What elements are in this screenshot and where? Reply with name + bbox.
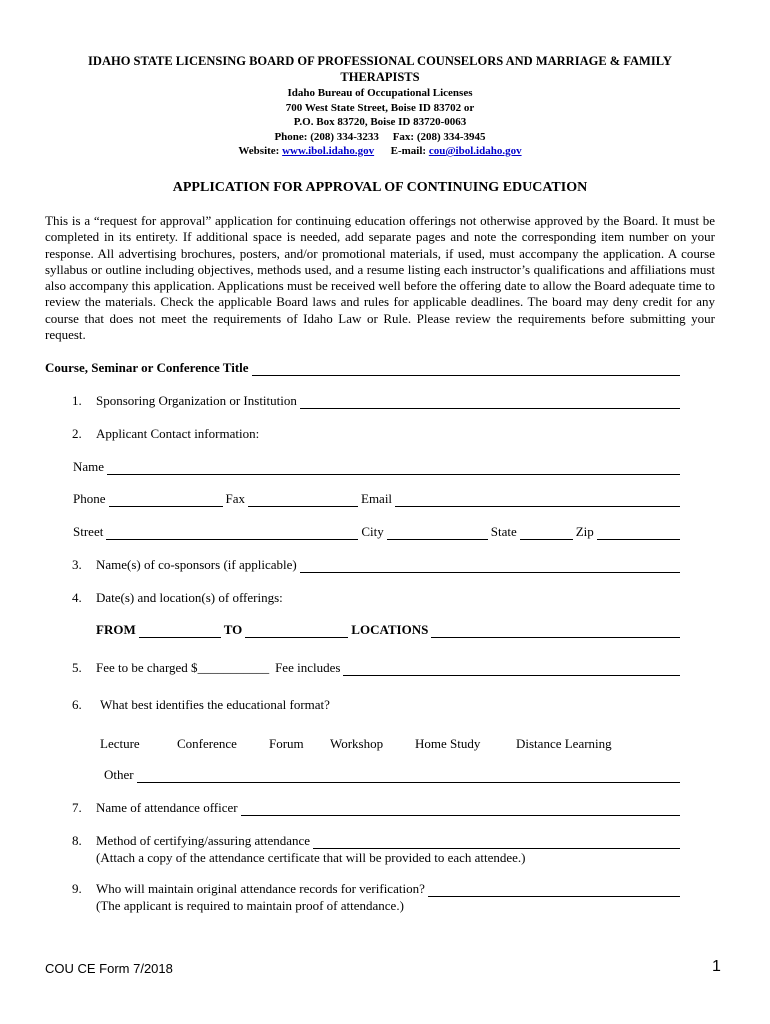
q1-label: Sponsoring Organization or Institution [96, 393, 297, 408]
q8-note: (Attach a copy of the attendance certificate that will be provided to each attendee.) [96, 850, 526, 865]
format-option-workshop[interactable]: Workshop [330, 736, 384, 751]
email-field[interactable] [395, 494, 680, 507]
q4-number: 4. [72, 590, 82, 605]
q3-label: Name(s) of co-sponsors (if applicable) [96, 557, 297, 572]
offering-dates-row [96, 622, 680, 638]
zip-field[interactable] [597, 527, 680, 540]
street-address: 700 West State Street, Boise ID 83702 or [285, 101, 475, 114]
intro-paragraph: This is a “request for approval” application for continuing education offerings not otherwise approved by the Board. It must be completed in its entirety. If additional space is needed, add separate pages and note the corresponding item number on your response. All advertising brochures, posters, and/or promotional materials, if used, must accompany the application. A course syllabus or outline including objectives, methods used, and a resume listing each instructor’s qualifications and affiliations must also accompany this application. Applications must be received well before the offering date to allow the Board adequate time to review the materials. Check the applicable Board laws and rules for applicable deadlines. The board may deny credit for any course that does not meet the requirements of Idaho Law or Rule. Please review the requirements before submitting your request. [45, 213, 715, 343]
state-field[interactable] [520, 527, 573, 540]
zip-label: Zip [575, 524, 594, 539]
email-label: E-mail: [390, 145, 427, 157]
form-id: COU CE Form 7/2018 [45, 961, 173, 976]
board-name-line2: THERAPISTS [340, 70, 420, 84]
name-label: Name [73, 459, 105, 474]
phone-fax-line [45, 130, 715, 145]
locations-field[interactable] [431, 625, 680, 638]
phone-fax-email-row [73, 491, 680, 507]
to-label: TO [223, 622, 243, 637]
q3-row [72, 557, 680, 573]
fax-label: Fax [225, 491, 245, 506]
q8-row [72, 833, 680, 849]
locations-label: LOCATIONS [351, 622, 429, 637]
web-email-line [45, 144, 715, 159]
q1-row [72, 393, 680, 409]
format-option-conference[interactable]: Conference [177, 736, 237, 751]
q7-number: 7. [72, 800, 82, 815]
fee-includes-label: Fee includes [275, 660, 341, 675]
sponsoring-organization-field[interactable] [300, 396, 680, 409]
board-name-line1: IDAHO STATE LICENSING BOARD OF PROFESSIONAL COUNSELORS AND MARRIAGE & FAMILY [88, 54, 672, 68]
street-field[interactable] [106, 527, 358, 540]
fax-field[interactable] [248, 494, 358, 507]
email-link[interactable]: cou@ibol.idaho.gov [428, 145, 522, 157]
email-field-label: Email [361, 491, 393, 506]
phone-field[interactable] [109, 494, 223, 507]
q6-label: What best identifies the educational format? [100, 697, 330, 712]
website-link[interactable]: www.ibol.idaho.gov [282, 145, 375, 157]
course-title-row [45, 360, 680, 376]
q5-number: 5. [72, 660, 82, 675]
bureau-name: Idaho Bureau of Occupational Licenses [287, 87, 473, 99]
q4-row [72, 590, 680, 606]
state-label: State [490, 524, 517, 539]
q6-number: 6. [72, 697, 82, 712]
from-label: FROM [96, 622, 136, 637]
street-label: Street [73, 524, 104, 539]
q2-number: 2. [72, 426, 82, 441]
q9-number: 9. [72, 881, 82, 896]
q5-row [72, 660, 680, 676]
format-option-distance-learning[interactable]: Distance Learning [516, 736, 612, 751]
attendance-method-field[interactable] [313, 836, 680, 849]
course-title-field[interactable] [252, 363, 680, 376]
fee-field[interactable]: ___________ [197, 660, 270, 675]
q7-row [72, 800, 680, 816]
q7-label: Name of attendance officer [96, 800, 238, 815]
phone-label: Phone [73, 491, 106, 506]
co-sponsors-field[interactable] [300, 560, 680, 573]
format-option-home-study[interactable]: Home Study [415, 736, 481, 751]
page-number: 1 [712, 958, 721, 975]
q2-label: Applicant Contact information: [96, 426, 260, 441]
attendance-officer-field[interactable] [241, 803, 680, 816]
fee-label: Fee to be charged $ [96, 660, 198, 675]
records-keeper-field[interactable] [428, 884, 680, 897]
board-phone: Phone: (208) 334-3233 [274, 130, 379, 143]
format-option-forum[interactable]: Forum [269, 736, 304, 751]
po-box-address: P.O. Box 83720, Boise ID 83720-0063 [293, 116, 467, 128]
other-format-row [104, 767, 680, 783]
format-option-lecture[interactable]: Lecture [100, 736, 140, 751]
city-label: City [361, 524, 384, 539]
city-field[interactable] [387, 527, 488, 540]
q6-row [72, 697, 680, 713]
q2-row [72, 426, 680, 442]
from-date-field[interactable] [139, 625, 221, 638]
other-format-label: Other [104, 767, 134, 782]
to-date-field[interactable] [245, 625, 348, 638]
other-format-field[interactable] [137, 770, 680, 783]
q9-label: Who will maintain original attendance records for verification? [96, 881, 425, 896]
name-row [73, 459, 680, 475]
course-title-label: Course, Seminar or Conference Title [45, 360, 249, 375]
form-title: APPLICATION FOR APPROVAL OF CONTINUING EDUCATION [172, 180, 588, 195]
q8-number: 8. [72, 833, 82, 848]
q3-number: 3. [72, 557, 82, 572]
address-row [73, 524, 680, 540]
website-label: Website: [238, 145, 280, 157]
board-fax: Fax: (208) 334-3945 [392, 130, 486, 143]
q1-number: 1. [72, 393, 82, 408]
q9-row [72, 881, 680, 897]
q8-label: Method of certifying/assuring attendance [96, 833, 311, 848]
name-field[interactable] [107, 462, 680, 475]
q4-label: Date(s) and location(s) of offerings: [96, 590, 283, 605]
fee-includes-field[interactable] [343, 663, 680, 676]
q9-note: (The applicant is required to maintain proof of attendance.) [96, 898, 404, 913]
